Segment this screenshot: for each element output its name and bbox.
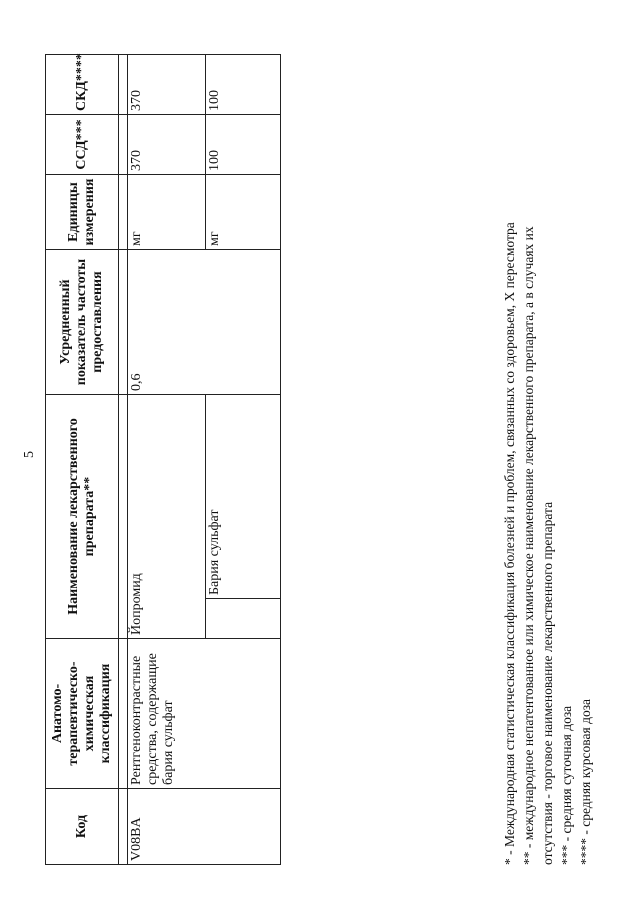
footnote-inn-continued: отсутствия - торговое наименование лекарственного препарата [540, 501, 555, 865]
page-number: 5 [22, 451, 37, 458]
cell-ssd: 100 [206, 115, 281, 175]
rotated-content [30, 35, 630, 865]
cell-ssd: 370 [128, 115, 206, 175]
cell-units: мг [206, 175, 281, 250]
footnotes [500, 35, 595, 865]
cell-skd: 100 [206, 55, 281, 115]
footnote-inn: ** - международное непатентованное или химическое наименование лекарственного препарата, а в случаях их [521, 226, 536, 865]
header-avg-frequency: Усредненный показатель частоты предоставления [46, 250, 119, 395]
table-header-row [46, 55, 119, 865]
cell-units: мг [128, 175, 206, 250]
drug-table [45, 54, 281, 865]
header-ssd: ССД*** [46, 115, 119, 175]
cell-drug-indent [206, 599, 281, 639]
header-skd: СКД**** [46, 55, 119, 115]
cell-drug-name: Бария сульфат [206, 395, 281, 599]
header-code: Код [46, 789, 119, 865]
footnote-icd: * - Международная статистическая классификация болезней и проблем, связанных со здоровьем, X пересмотра [502, 222, 517, 865]
header-units: Единицы измерения [46, 175, 119, 250]
header-drug-name: Наименование лекарственного препарата** [46, 395, 119, 639]
cell-drug-name: Йопромид [128, 395, 206, 639]
table-row [128, 55, 206, 865]
footnote-skd: **** - средняя курсовая доза [578, 698, 593, 865]
cell-avg-frequency: 0,6 [128, 250, 281, 395]
header-atc: Анатомо-терапевтическо-химическая классификация [46, 639, 119, 789]
cell-skd: 370 [128, 55, 206, 115]
cell-code: V08BA [128, 789, 281, 865]
table-spacer-row [119, 55, 128, 865]
cell-atc: Рентгеноконтрастные средства, содержащие бария сульфат [128, 639, 281, 789]
footnote-ssd: *** - средняя суточная доза [559, 705, 574, 865]
